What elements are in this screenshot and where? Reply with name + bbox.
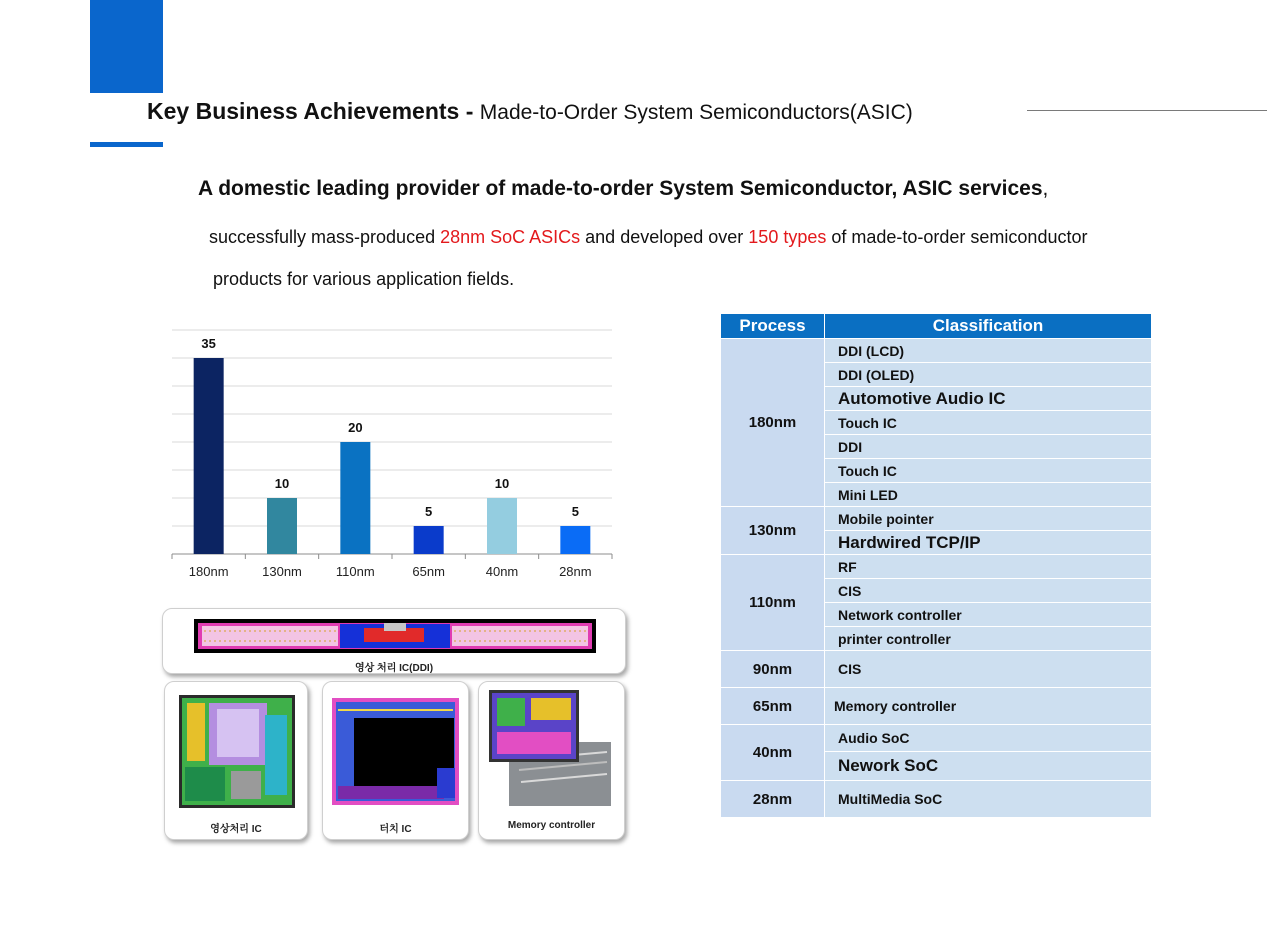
header-classification: Classification	[825, 314, 1152, 339]
bar-180nm	[194, 358, 224, 554]
body-line-1	[209, 227, 1087, 248]
classification-cell: Touch IC	[825, 459, 1152, 483]
highlight-150-types: 150 types	[748, 227, 827, 247]
process-cell: 110nm	[721, 555, 825, 651]
classification-cell: Network controller	[825, 603, 1152, 627]
classification-cell: Mobile pointer	[825, 507, 1152, 531]
tick-label-40nm: 40nm	[485, 564, 519, 579]
classification-cell: Audio SoC	[825, 725, 1152, 752]
classification-cell: Memory controller	[825, 688, 1152, 725]
memory-controller-card	[478, 681, 625, 840]
image-processing-die-image	[179, 695, 295, 808]
process-classification-table	[720, 313, 1152, 818]
classification-cell: Mini LED	[825, 483, 1152, 507]
classification-cell: MultiMedia SoC	[825, 781, 1152, 818]
bar-110nm	[340, 442, 370, 554]
table-row	[721, 507, 1152, 531]
classification-cell: DDI	[825, 435, 1152, 459]
classification-cell: printer controller	[825, 627, 1152, 651]
ddi-die-image	[194, 619, 596, 653]
classification-cell: Automotive Audio IC	[825, 387, 1152, 411]
memory-controller-label: Memory controller	[507, 820, 596, 831]
classification-cell: DDI (LCD)	[825, 339, 1152, 363]
bar-28nm	[560, 526, 590, 554]
data-label-180nm: 35	[201, 336, 216, 351]
data-label-40nm: 10	[494, 476, 510, 491]
accent-underline	[90, 142, 163, 147]
classification-cell: CIS	[825, 579, 1152, 603]
table-row	[721, 688, 1152, 725]
image-processing-card	[164, 681, 308, 840]
touch-label: 터치 IC	[379, 824, 412, 835]
table-header-row	[721, 314, 1152, 339]
process-cell: 65nm	[721, 688, 825, 725]
classification-cell: Hardwired TCP/IP	[825, 531, 1152, 555]
bar-130nm	[267, 498, 297, 554]
tick-label-65nm: 65nm	[412, 564, 445, 579]
bar-chart	[160, 325, 620, 587]
table-row	[721, 555, 1152, 579]
memory-controller-die-image	[489, 690, 611, 808]
process-cell: 180nm	[721, 339, 825, 507]
process-cell: 28nm	[721, 781, 825, 818]
classification-cell: Nework SoC	[825, 752, 1152, 781]
slide-title	[147, 98, 913, 125]
bar-40nm	[487, 498, 517, 554]
classification-cell: Touch IC	[825, 411, 1152, 435]
table-row	[721, 651, 1152, 688]
headline	[198, 177, 1048, 201]
classification-cell: CIS	[825, 651, 1152, 688]
ddi-label: 영상 처리 IC(DDI)	[354, 663, 434, 674]
process-cell: 40nm	[721, 725, 825, 781]
classification-cell: RF	[825, 555, 1152, 579]
body-text-b: and developed over	[580, 227, 749, 247]
tick-label-28nm: 28nm	[559, 564, 592, 579]
data-label-65nm: 5	[425, 504, 433, 519]
classification-cell: DDI (OLED)	[825, 363, 1152, 387]
process-cell: 90nm	[721, 651, 825, 688]
touch-die-image	[332, 698, 459, 805]
tick-label-130nm: 130nm	[262, 564, 302, 579]
process-cell: 130nm	[721, 507, 825, 555]
headline-text: A domestic leading provider of made-to-order System Semiconductor, ASIC services	[198, 177, 1043, 200]
data-label-28nm: 5	[571, 504, 579, 519]
accent-block	[90, 0, 163, 93]
title-bold: Key Business Achievements -	[147, 98, 480, 124]
table-row	[721, 725, 1152, 752]
body-text-c: of made-to-order semiconductor	[826, 227, 1088, 247]
headline-comma: ,	[1042, 177, 1049, 200]
image-processing-label: 영상처리 IC	[210, 824, 262, 835]
touch-card	[322, 681, 469, 840]
body-text-a: successfully mass-produced	[209, 227, 441, 247]
body-line-2: products for various application fields.	[213, 269, 515, 289]
title-subtitle: Made-to-Order System Semiconductors(ASIC)	[479, 101, 913, 124]
table-row	[721, 781, 1152, 818]
die-photos	[162, 608, 626, 842]
title-rule	[1027, 110, 1267, 111]
tick-label-110nm: 110nm	[335, 564, 375, 579]
header-process: Process	[721, 314, 825, 339]
tick-label-180nm: 180nm	[188, 564, 229, 579]
highlight-28nm: 28nm SoC ASICs	[440, 227, 581, 247]
bar-65nm	[414, 526, 444, 554]
ddi-card	[162, 608, 626, 674]
data-label-130nm: 10	[274, 476, 290, 491]
table-row	[721, 339, 1152, 363]
data-label-110nm: 20	[348, 420, 363, 435]
